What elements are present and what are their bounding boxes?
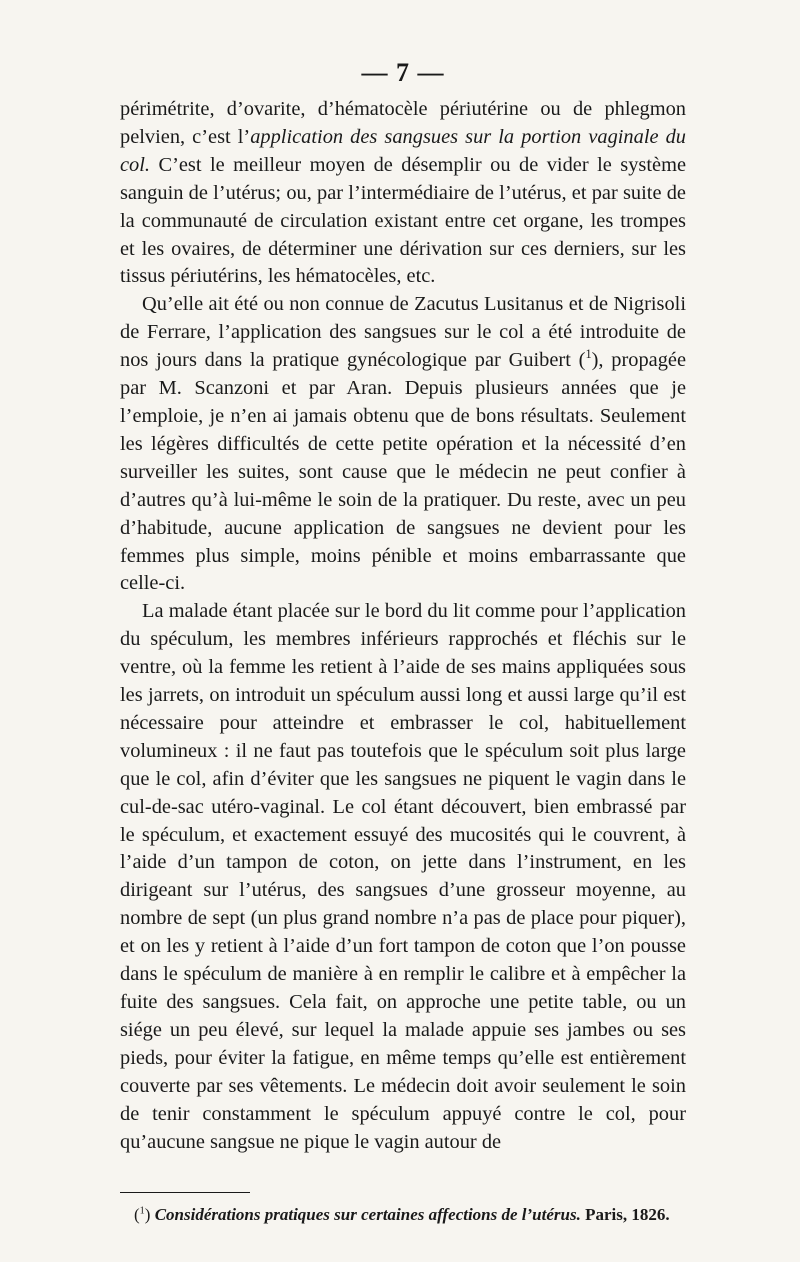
page-number: — 7 — <box>361 58 445 87</box>
paragraph-2-text-b: ), propagée par M. Scanzoni et par Aran. Depuis plusieurs années que je l’emploie, je n’en ai jamais obtenu que de bons résultats. Seulement les légères difficultés de cette petite opération et la nécessité d’en surveiller les suites, sont cause que le médecin ne peut confier à d’autres qu’à lui-même le soin de la pratiquer. Du reste, avec un peu d’habitude, aucune application de sangsues ne devient pour les femmes plus simple, moins pénible et moins embarrassante que celle-ci. <box>120 349 686 595</box>
footnote-title: Considérations pratiques sur certaines affections de l’utérus. <box>154 1205 581 1225</box>
paragraph-1-text-c: C’est le meilleur moyen de désemplir ou de vider le système sanguin de l’utérus; ou, par l’intermédiaire de l’utérus, et par suite de la communauté de circulation existant entre cet organe, les trompes et les ovaires, de déterminer une dérivation sur ces derniers, sur les tissus périutérins, les hématocèles, etc. <box>120 153 686 288</box>
footnote-place-date: Paris, 1826. <box>580 1205 670 1225</box>
paragraph-2 <box>120 291 686 598</box>
paragraph-2-text-a: Qu’elle ait été ou non connue de Zacutus Lusitanus et de Nigrisoli de Ferrare, l’application des sangsues sur le col a été introduite de nos jours dans la pratique gynécologique par Guibert ( <box>120 293 686 372</box>
paragraph-1-emphasis: application des sangsues sur la portion vaginale du col. <box>120 125 686 176</box>
paragraph-1 <box>120 96 686 291</box>
footnote: ($^1$) Considérations pratiques sur certaines affections de l’utérus. Paris, 1826. <box>134 1205 670 1225</box>
body-text <box>120 96 686 1156</box>
footnote-marker: 1 <box>139 1205 145 1217</box>
paragraph-3: La malade étant placée sur le bord du lit comme pour l’application du spéculum, les membres inférieurs rapprochés et fléchis sur le ventre, où la femme les retient à l’aide de ses mains appliquées sous les jarrets, on introduit un spéculum aussi long et aussi large qu’il est nécessaire pour atteindre et embrasser le col, habituellement volumineux : il ne faut pas toutefois que le spéculum soit plus large que le col, afin d’éviter que les sangsues ne piquent le vagin dans le cul-de-sac utéro-vaginal. Le col étant découvert, bien embrassé par le spéculum, et exactement essuyé des mucosités qui le couvrent, à l’aide d’un tampon de coton, on jette dans l’instrument, en les dirigeant sur l’utérus, des sangsues d’une grosseur moyenne, au nombre de sept (un plus grand nombre n’a pas de place pour piquer), et on les y retient à l’aide d’un fort tampon de coton que l’on pousse dans le spéculum de manière à en remplir le calibre et à empêcher la fuite des sangsues. Cela fait, on approche une petite table, ou un siége un peu élevé, sur lequel la malade appuie ses jambes ou ses pieds, pour éviter la fatigue, en même temps qu’elle est entièrement couverte par ses vêtements. Le médecin doit avoir seulement le soin de tenir constamment le spéculum appuyé contre le col, pour qu’aucune sangsue ne pique le vagin autour de <box>120 600 686 1153</box>
footnote-rule <box>120 1192 250 1193</box>
paragraph-1-text-a: périmétrite, d’ovarite, d’hématocèle périutérine ou de phlegmon pelvien, c’est l’ <box>120 98 686 148</box>
footnote-reference: 1 <box>585 347 592 362</box>
